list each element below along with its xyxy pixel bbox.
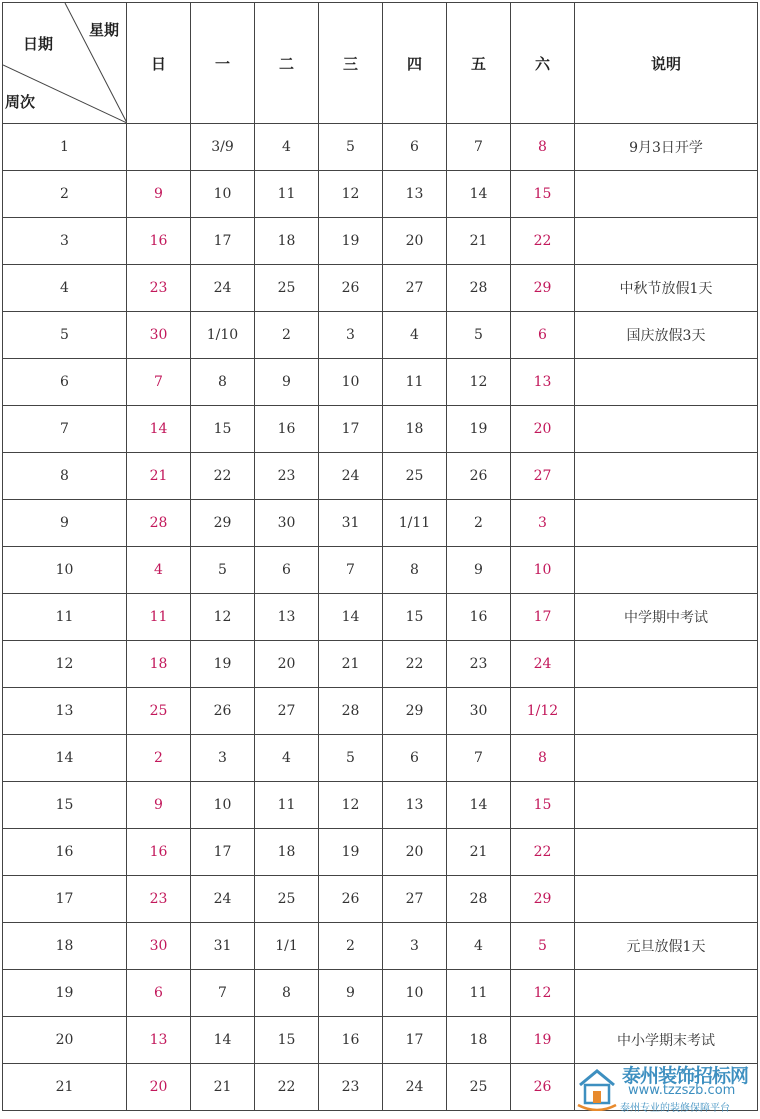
date-cell: 6: [255, 547, 319, 594]
header-row: [3, 3, 758, 124]
date-cell: 6: [511, 312, 575, 359]
date-cell: 18: [255, 829, 319, 876]
date-cell: 22: [511, 829, 575, 876]
date-cell: 3: [319, 312, 383, 359]
date-cell: 26: [511, 1064, 575, 1111]
date-cell: 10: [319, 359, 383, 406]
watermark-title: 泰州装饰招标网: [622, 1065, 749, 1087]
date-cell: 11: [255, 171, 319, 218]
table-row: [3, 970, 758, 1017]
note-cell: 元旦放假1天: [575, 923, 758, 970]
date-cell: 15: [383, 594, 447, 641]
date-cell: 18: [127, 641, 191, 688]
week-number-cell: 5: [3, 312, 127, 359]
week-number-cell: 2: [3, 171, 127, 218]
note-cell: [575, 406, 758, 453]
weekday-header-tue: 二: [255, 3, 319, 124]
date-cell: 30: [255, 500, 319, 547]
date-cell: 20: [127, 1064, 191, 1111]
date-cell: 9: [127, 171, 191, 218]
table-row: [3, 312, 758, 359]
date-cell: 7: [191, 970, 255, 1017]
note-cell: [575, 359, 758, 406]
date-cell: 26: [319, 876, 383, 923]
date-cell: 17: [191, 218, 255, 265]
weekday-header-wed: 三: [319, 3, 383, 124]
date-cell: 16: [319, 1017, 383, 1064]
date-cell: 2: [127, 735, 191, 782]
date-cell: 28: [447, 876, 511, 923]
date-cell: 16: [127, 829, 191, 876]
date-cell: 8: [383, 547, 447, 594]
table-row: [3, 218, 758, 265]
date-cell: 29: [511, 265, 575, 312]
date-cell: 17: [511, 594, 575, 641]
date-cell: 10: [191, 171, 255, 218]
date-cell: 6: [383, 124, 447, 171]
date-cell: 4: [127, 547, 191, 594]
date-cell: 26: [191, 688, 255, 735]
date-cell: 21: [127, 453, 191, 500]
date-cell: 20: [383, 218, 447, 265]
date-cell: 11: [383, 359, 447, 406]
date-cell: 30: [447, 688, 511, 735]
note-cell: [575, 500, 758, 547]
date-cell: 14: [191, 1017, 255, 1064]
date-cell: 2: [255, 312, 319, 359]
date-cell: 25: [383, 453, 447, 500]
date-cell: 9: [319, 970, 383, 1017]
date-cell: 10: [511, 547, 575, 594]
watermark-slogan: 泰州专业的装修保障平台: [620, 1103, 730, 1114]
date-cell: 27: [383, 876, 447, 923]
date-cell: 12: [319, 171, 383, 218]
table-row: [3, 406, 758, 453]
date-cell: 13: [383, 782, 447, 829]
week-number-cell: 4: [3, 265, 127, 312]
date-cell: 11: [127, 594, 191, 641]
week-number-cell: 11: [3, 594, 127, 641]
date-cell: 4: [255, 735, 319, 782]
note-cell: [575, 453, 758, 500]
date-cell: 7: [447, 124, 511, 171]
date-cell: 13: [511, 359, 575, 406]
corner-header-cell: [3, 3, 127, 124]
date-cell: 28: [447, 265, 511, 312]
date-cell: 15: [511, 782, 575, 829]
week-number-cell: 14: [3, 735, 127, 782]
date-cell: 16: [127, 218, 191, 265]
date-cell: 13: [127, 1017, 191, 1064]
note-header: 说明: [575, 3, 758, 124]
weekday-header-fri: 五: [447, 3, 511, 124]
date-cell: 19: [319, 829, 383, 876]
date-cell: 23: [127, 265, 191, 312]
date-cell: 19: [191, 641, 255, 688]
corner-week-label: 周次: [5, 93, 36, 111]
date-cell: 24: [319, 453, 383, 500]
date-cell: 23: [447, 641, 511, 688]
week-number-cell: 17: [3, 876, 127, 923]
school-calendar-table: [2, 2, 758, 1111]
date-cell: 8: [511, 735, 575, 782]
table-row: [3, 641, 758, 688]
date-cell: 13: [383, 171, 447, 218]
corner-weekday-label: 星期: [89, 21, 120, 39]
date-cell: 22: [191, 453, 255, 500]
date-cell: 22: [511, 218, 575, 265]
table-row: [3, 876, 758, 923]
date-cell: 3/9: [191, 124, 255, 171]
week-number-cell: 19: [3, 970, 127, 1017]
date-cell: 20: [511, 406, 575, 453]
date-cell: 27: [383, 265, 447, 312]
date-cell: 24: [383, 1064, 447, 1111]
week-number-cell: 7: [3, 406, 127, 453]
note-cell: [575, 782, 758, 829]
date-cell: 9: [127, 782, 191, 829]
date-cell: 17: [383, 1017, 447, 1064]
table-row: [3, 829, 758, 876]
week-number-cell: 15: [3, 782, 127, 829]
date-cell: 28: [319, 688, 383, 735]
date-cell: 14: [127, 406, 191, 453]
date-cell: 18: [383, 406, 447, 453]
date-cell: 21: [447, 218, 511, 265]
date-cell: 19: [319, 218, 383, 265]
weekday-header-thu: 四: [383, 3, 447, 124]
date-cell: 27: [511, 453, 575, 500]
note-cell: [575, 735, 758, 782]
date-cell: 12: [191, 594, 255, 641]
date-cell: 4: [447, 923, 511, 970]
date-cell: 3: [383, 923, 447, 970]
house-logo-icon: [576, 1065, 618, 1111]
table-row: [3, 688, 758, 735]
date-cell: 14: [447, 171, 511, 218]
date-cell: 29: [383, 688, 447, 735]
date-cell: 17: [319, 406, 383, 453]
date-cell: 10: [191, 782, 255, 829]
calendar-body: [3, 124, 758, 1111]
corner-date-label: 日期: [23, 35, 54, 53]
week-number-cell: 8: [3, 453, 127, 500]
date-cell: 26: [447, 453, 511, 500]
date-cell: 24: [191, 876, 255, 923]
date-cell: 15: [255, 1017, 319, 1064]
date-cell: 14: [319, 594, 383, 641]
week-number-cell: 10: [3, 547, 127, 594]
week-number-cell: 16: [3, 829, 127, 876]
date-cell: 25: [255, 876, 319, 923]
date-cell: 7: [447, 735, 511, 782]
date-cell: 2: [319, 923, 383, 970]
date-cell: 6: [383, 735, 447, 782]
date-cell: 13: [255, 594, 319, 641]
date-cell: 8: [191, 359, 255, 406]
date-cell: 19: [511, 1017, 575, 1064]
table-row: [3, 594, 758, 641]
date-cell: 30: [127, 312, 191, 359]
date-cell: 16: [447, 594, 511, 641]
date-cell: 12: [447, 359, 511, 406]
date-cell: 2: [447, 500, 511, 547]
week-number-cell: 18: [3, 923, 127, 970]
date-cell: 12: [319, 782, 383, 829]
note-cell: [575, 970, 758, 1017]
week-number-cell: 20: [3, 1017, 127, 1064]
date-cell: 3: [511, 500, 575, 547]
date-cell: 7: [127, 359, 191, 406]
date-cell: 24: [511, 641, 575, 688]
date-cell: 5: [191, 547, 255, 594]
note-cell: [575, 829, 758, 876]
table-row: [3, 500, 758, 547]
date-cell: 1/10: [191, 312, 255, 359]
note-cell: [575, 171, 758, 218]
table-row: [3, 124, 758, 171]
note-cell: [575, 876, 758, 923]
date-cell: [127, 124, 191, 171]
date-cell: 5: [319, 124, 383, 171]
table-row: [3, 171, 758, 218]
date-cell: 25: [447, 1064, 511, 1111]
date-cell: 3: [191, 735, 255, 782]
week-number-cell: 6: [3, 359, 127, 406]
date-cell: 4: [255, 124, 319, 171]
date-cell: 17: [191, 829, 255, 876]
date-cell: 26: [319, 265, 383, 312]
note-cell: [575, 641, 758, 688]
note-cell: 国庆放假3天: [575, 312, 758, 359]
date-cell: 22: [255, 1064, 319, 1111]
date-cell: 5: [511, 923, 575, 970]
date-cell: 30: [127, 923, 191, 970]
date-cell: 11: [255, 782, 319, 829]
note-cell: 中学期中考试: [575, 594, 758, 641]
note-cell: [575, 688, 758, 735]
date-cell: 7: [319, 547, 383, 594]
date-cell: 12: [511, 970, 575, 1017]
date-cell: 9: [255, 359, 319, 406]
date-cell: 6: [127, 970, 191, 1017]
note-cell: 中秋节放假1天: [575, 265, 758, 312]
date-cell: 1/11: [383, 500, 447, 547]
table-row: [3, 735, 758, 782]
date-cell: 10: [383, 970, 447, 1017]
date-cell: 1/1: [255, 923, 319, 970]
week-number-cell: 9: [3, 500, 127, 547]
weekday-header-sun: 日: [127, 3, 191, 124]
note-cell: 9月3日开学: [575, 124, 758, 171]
week-number-cell: 3: [3, 218, 127, 265]
table-row: [3, 453, 758, 500]
date-cell: 20: [383, 829, 447, 876]
watermark: [576, 1061, 752, 1115]
table-row: [3, 359, 758, 406]
date-cell: 1/12: [511, 688, 575, 735]
week-number-cell: 21: [3, 1064, 127, 1111]
note-cell: [575, 547, 758, 594]
date-cell: 5: [447, 312, 511, 359]
date-cell: 23: [127, 876, 191, 923]
week-number-cell: 1: [3, 124, 127, 171]
date-cell: 23: [255, 453, 319, 500]
date-cell: 25: [255, 265, 319, 312]
date-cell: 31: [191, 923, 255, 970]
note-cell: [575, 218, 758, 265]
watermark-url: www.tzzszb.com: [628, 1083, 736, 1098]
date-cell: 18: [447, 1017, 511, 1064]
date-cell: 4: [383, 312, 447, 359]
date-cell: 15: [511, 171, 575, 218]
date-cell: 24: [191, 265, 255, 312]
date-cell: 15: [191, 406, 255, 453]
date-cell: 27: [255, 688, 319, 735]
table-row: [3, 265, 758, 312]
table-row: [3, 782, 758, 829]
date-cell: 22: [383, 641, 447, 688]
date-cell: 23: [319, 1064, 383, 1111]
date-cell: 8: [511, 124, 575, 171]
table-row: [3, 547, 758, 594]
date-cell: 21: [191, 1064, 255, 1111]
date-cell: 21: [447, 829, 511, 876]
date-cell: 9: [447, 547, 511, 594]
weekday-header-mon: 一: [191, 3, 255, 124]
date-cell: 19: [447, 406, 511, 453]
week-number-cell: 12: [3, 641, 127, 688]
date-cell: 29: [191, 500, 255, 547]
date-cell: 20: [255, 641, 319, 688]
table-row: [3, 1017, 758, 1064]
date-cell: 16: [255, 406, 319, 453]
weekday-header-sat: 六: [511, 3, 575, 124]
date-cell: 21: [319, 641, 383, 688]
date-cell: 28: [127, 500, 191, 547]
date-cell: 11: [447, 970, 511, 1017]
note-cell: 中小学期末考试: [575, 1017, 758, 1064]
date-cell: 29: [511, 876, 575, 923]
date-cell: 5: [319, 735, 383, 782]
date-cell: 8: [255, 970, 319, 1017]
date-cell: 31: [319, 500, 383, 547]
date-cell: 18: [255, 218, 319, 265]
date-cell: 25: [127, 688, 191, 735]
date-cell: 14: [447, 782, 511, 829]
table-row: [3, 923, 758, 970]
week-number-cell: 13: [3, 688, 127, 735]
